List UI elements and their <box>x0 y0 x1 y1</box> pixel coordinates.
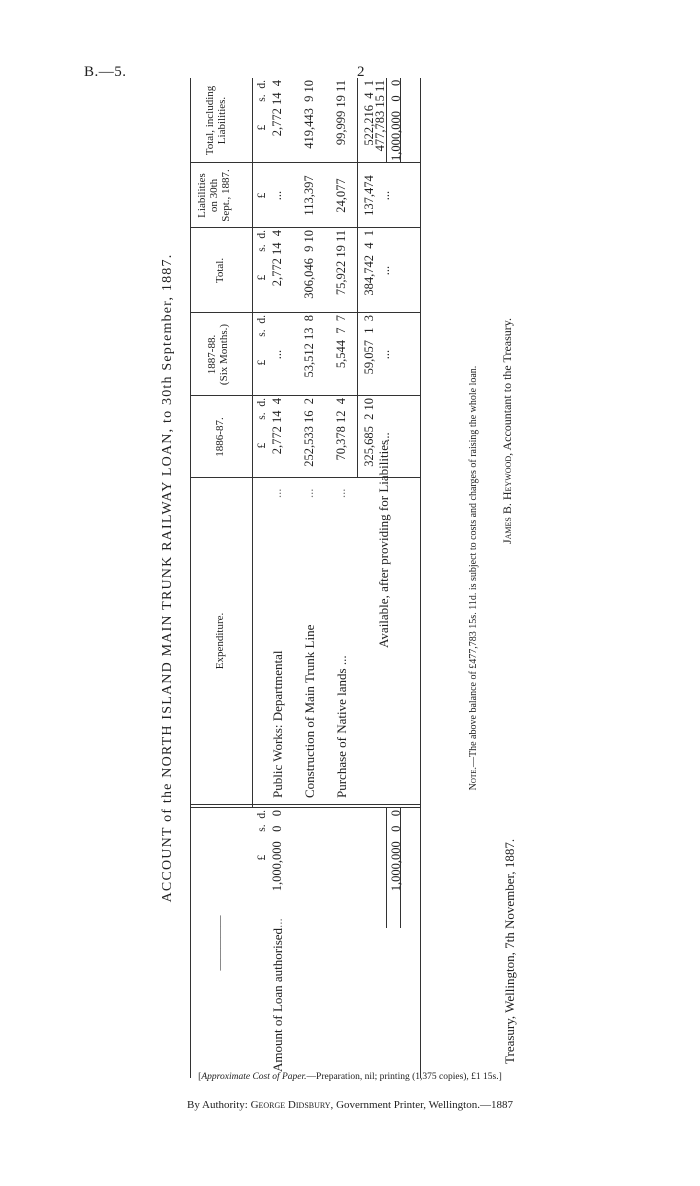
subtotal-total: 384,742 4 1 <box>362 230 376 296</box>
units-total: £ s. d. <box>256 230 268 281</box>
table-bottom-rule <box>420 78 421 1078</box>
subtotal-1886: 325,685 2 10 <box>362 398 376 467</box>
note-text: —The above balance of £477,783 15s. 11d. is subject to costs and charges of raising the whole loan. <box>468 365 479 767</box>
printer-name: George Didsbury, <box>250 1099 334 1111</box>
header-grand-total-1: Total, including <box>204 85 216 156</box>
row-departmental-1887: ... <box>270 349 284 360</box>
page-code: B.—5. <box>84 64 127 80</box>
row-native-lands-total: 75,922 19 11 <box>334 230 348 296</box>
receipts-label-text: Amount of Loan authorised <box>270 927 285 1072</box>
cost-text: —Preparation, nil; printing (1,375 copies), £1 15s. <box>306 1072 499 1082</box>
row-native-lands-liab: 24,077 <box>334 178 348 213</box>
subtotal-1887: 59,057 1 3 <box>362 315 376 375</box>
available-1886: ... <box>378 432 392 442</box>
header-liabilities <box>196 163 232 228</box>
grand-total: 1,000,000 0 0 <box>389 79 403 161</box>
row-departmental-liab: ... <box>270 190 284 201</box>
signature-block <box>500 318 515 544</box>
receipts-amount: 1,000,000 0 0 <box>270 810 284 892</box>
subtotal-liab: 137,474 <box>362 175 376 216</box>
row-native-lands-1887: 5,544 7 7 <box>334 315 348 369</box>
row-construction-dots: ... <box>302 488 316 498</box>
header-1887-88-year: 1887-88. <box>206 334 218 375</box>
available-label: Available, after providing for Liabilities <box>376 439 391 648</box>
title-prefix: ACCOUNT of the <box>160 782 175 903</box>
balance-note <box>468 78 479 1078</box>
row-departmental-dots: ... <box>270 488 284 498</box>
available-grand: 477,783 15 11 <box>373 80 387 152</box>
row-native-lands-label: Purchase of Native lands ... <box>334 655 349 798</box>
row-departmental-total: 2,772 14 4 <box>270 230 284 287</box>
printer-prefix: By Authority: <box>187 1099 248 1111</box>
available-1887: ... <box>378 349 392 360</box>
row-departmental-1886: 2,772 14 4 <box>270 398 284 455</box>
note-label: Note. <box>468 766 479 791</box>
units-1886: £ s. d. <box>256 398 268 449</box>
row-native-lands-1886: 70,378 12 4 <box>334 398 348 461</box>
units-1887: £ s. d. <box>256 315 268 366</box>
header-rule <box>252 78 253 808</box>
printer-imprint <box>0 1099 700 1111</box>
row-construction-1886: 252,533 16 2 <box>302 398 316 467</box>
receipts-total: 1,000,000 0 0 <box>389 810 403 892</box>
receipts-total-rule-top <box>386 808 387 928</box>
page-number: 2 <box>357 64 365 80</box>
header-1886-87: 1886-87. <box>214 417 226 457</box>
header-1887-88 <box>206 313 230 396</box>
row-native-lands-grand: 99,999 19 11 <box>334 80 348 146</box>
row-native-lands-dots: ... <box>334 488 348 498</box>
signature-role: Accountant to the Treasury. <box>500 318 514 451</box>
row-construction-1887: 53,512 13 8 <box>302 315 316 378</box>
units-grand: £ s. d. <box>256 80 268 131</box>
row-construction-label: Construction of Main Trunk Line <box>302 624 317 798</box>
header-liabilities-3: Sept., 1887. <box>220 169 232 222</box>
printer-text: Government Printer, Wellington.—1887 <box>336 1099 513 1111</box>
title-loan-name: NORTH ISLAND MAIN TRUNK RAILWAY LOAN, <box>160 427 175 778</box>
row-construction-liab: 113,397 <box>302 175 316 216</box>
header-total: Total. <box>214 257 226 284</box>
row-departmental-label: Public Works: Departmental <box>270 650 285 798</box>
header-grand-total <box>204 78 228 163</box>
subtotal-rule <box>357 78 358 478</box>
signature-place: Treasury, Wellington, 7th November, 1887. <box>502 838 517 1064</box>
available-total: ... <box>378 265 392 276</box>
available-liab: ... <box>378 190 392 201</box>
row-departmental-grand: 2,772 14 4 <box>270 80 284 137</box>
title-suffix: to 30th September, 1887. <box>160 253 175 423</box>
cost-of-paper: [Approximate Cost of Paper.—Preparation, nil; printing (1,375 copies), £1 15s.] <box>198 1072 502 1082</box>
row-construction-grand: 419,443 9 10 <box>302 80 316 149</box>
units-liabilities: £ <box>256 192 268 199</box>
cost-label: Approximate Cost of Paper. <box>201 1072 307 1082</box>
header-expenditure: Expenditure. <box>214 612 226 670</box>
header-receipts-dash: ————— <box>214 915 226 971</box>
rotated-account <box>160 78 540 1078</box>
account-title <box>160 78 176 1078</box>
subtotal-grand: 522,216 4 1 <box>362 80 376 146</box>
row-construction-total: 306,046 9 10 <box>302 230 316 299</box>
signature-name: James B. Heywood, <box>500 452 514 545</box>
account-table <box>190 78 462 1078</box>
col-rule-receipts-double <box>190 804 420 805</box>
header-grand-total-2: Liabilities. <box>216 96 228 145</box>
receipts-units: £ s. d. <box>256 810 268 861</box>
header-liabilities-2: on 30th <box>208 178 220 213</box>
header-liabilities-1: Liabilities <box>196 173 208 218</box>
receipts-label: Amount of Loan authorised... <box>270 918 285 1072</box>
header-1887-88-sub: (Six Months.) <box>218 323 230 386</box>
table-top-rule <box>190 78 191 1078</box>
